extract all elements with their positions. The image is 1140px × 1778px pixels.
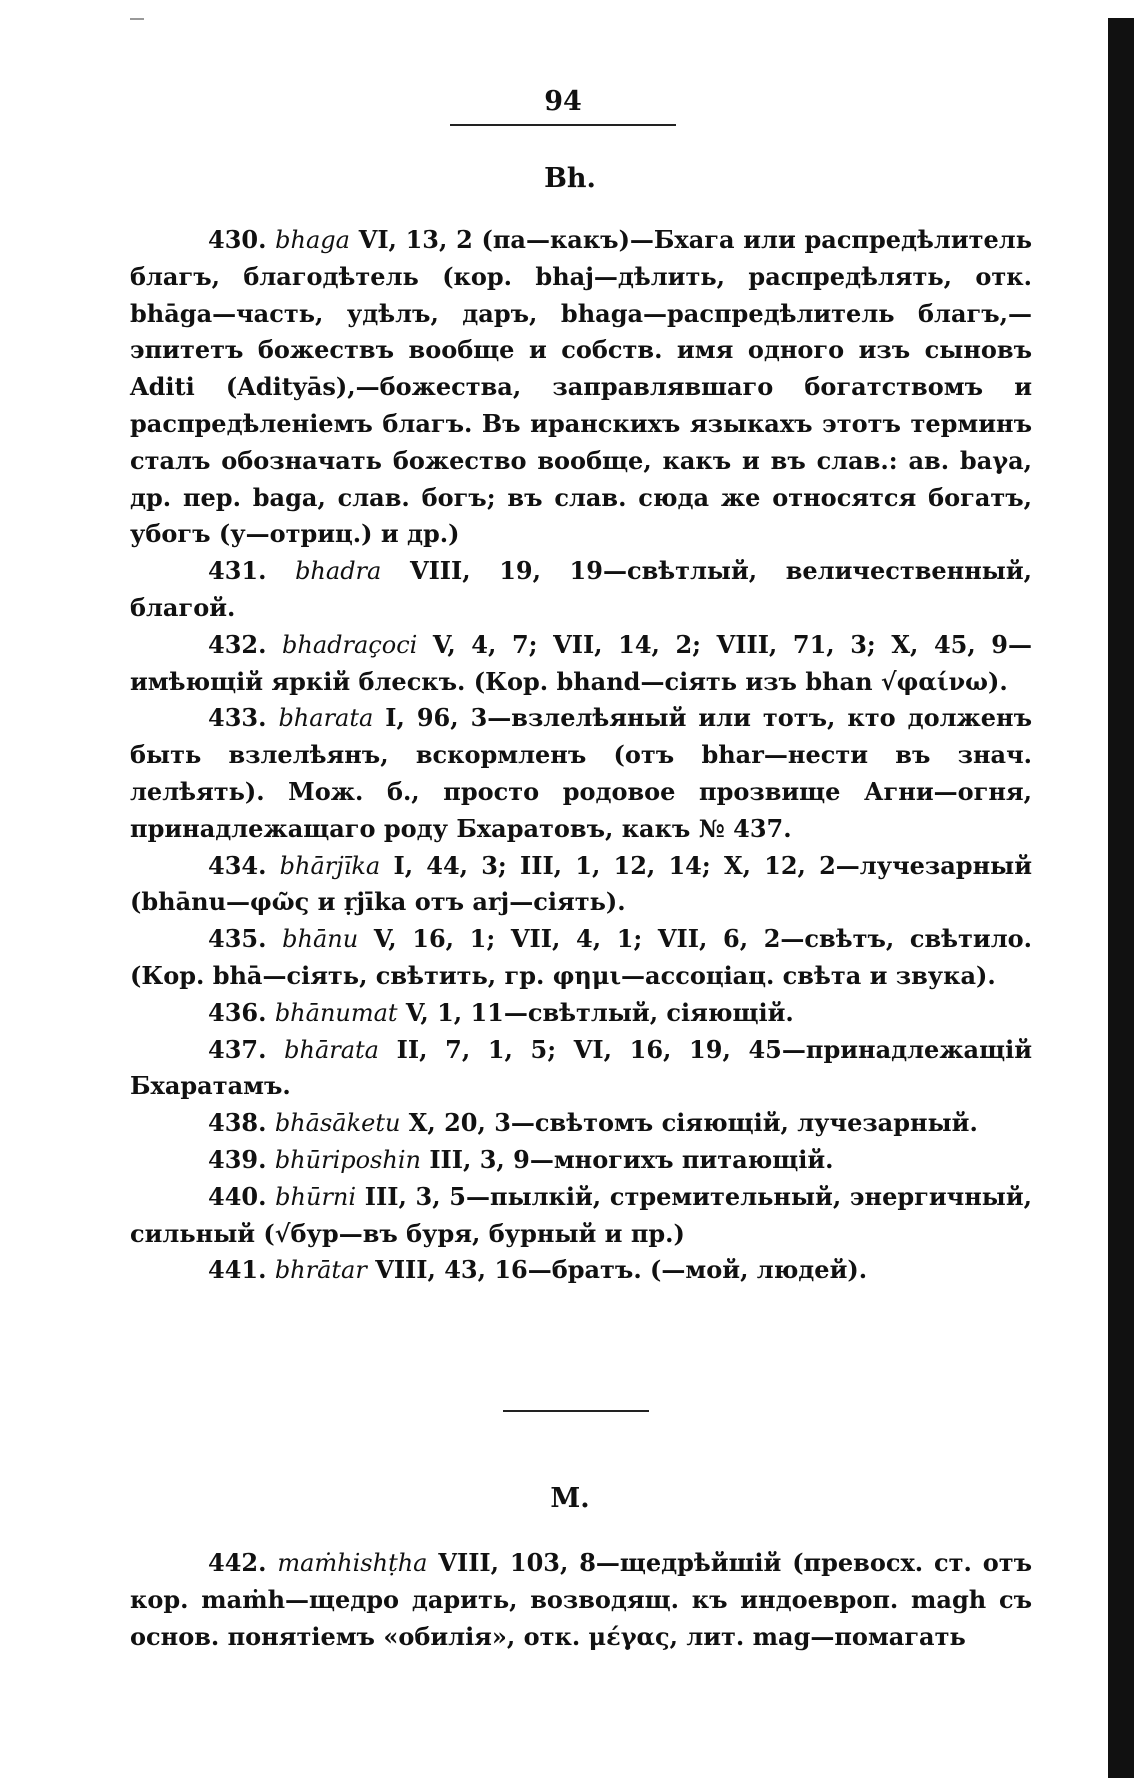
entry-441: [130, 1252, 1032, 1289]
entry-number: 440.: [208, 1181, 267, 1211]
entry-440: [130, 1179, 1032, 1253]
entry-text: VIII, 43, 16—братъ. (—мой, людей).: [366, 1255, 868, 1285]
entry-number: 431.: [208, 556, 267, 586]
entry-438: [130, 1105, 1032, 1142]
entry-term: bharata: [278, 704, 374, 733]
entry-text: I, 96, 3—взлелѣяный или тотъ, кто долженъ быть взлелѣянъ, вскормленъ (отъ bhar—нести въ знач. лелѣять). Мож. б., просто родовое прозвище Агни—огня, принадлежащаго роду Бхаратовъ, какъ № 437.: [130, 703, 1032, 843]
entry-433: [130, 700, 1032, 847]
entry-435: [130, 921, 1032, 995]
entry-432: [130, 627, 1032, 701]
entry-term: bhūriposhin: [274, 1145, 421, 1174]
entry-text: V, 1, 11—свѣтлый, сіяющій.: [397, 997, 794, 1027]
section-heading-m: M.: [550, 1483, 590, 1514]
entry-text: II, 7, 1, 5; VI, 16, 19, 45—принадлежащій Бхаратамъ.: [130, 1034, 1032, 1101]
entry-text: III, 3, 9—многихъ питающій.: [420, 1144, 834, 1174]
entry-431: [130, 553, 1032, 627]
entry-text: V, 4, 7; VII, 14, 2; VIII, 71, 3; X, 45, 9—имѣющій яркій блескъ. (Кор. bhand—сіять изъ bhan √φαίνω).: [130, 629, 1032, 696]
entry-term: bhaga: [275, 226, 350, 254]
entry-text: VIII, 103, 8—щедрѣйшій (превосх. ст. отъ кор. maṁh—щедро дарить, возводящ. къ индоевроп. magh съ основ. понятіемъ «обилія», отк. μέγας, лит. mag—помагать: [130, 1548, 1033, 1651]
entry-term: bhūrni: [275, 1182, 357, 1211]
entry-number: 442.: [208, 1548, 267, 1577]
entry-number: 441.: [208, 1255, 267, 1285]
entry-term: bhārata: [284, 1035, 379, 1064]
entry-term: bhānu: [282, 925, 359, 954]
entry-number: 439.: [208, 1144, 267, 1174]
section-heading-bh: Bh.: [544, 163, 596, 194]
entry-text: I, 44, 3; III, 1, 12, 14; X, 12, 2—лучезарный (bhānu—φῶς и ṛjīka отъ arj—сіять).: [130, 850, 1032, 917]
entry-number: 433.: [208, 703, 267, 733]
entry-text: X, 20, 3—свѣтомъ сіяющій, лучезарный.: [400, 1108, 978, 1138]
section-divider: [503, 1410, 649, 1412]
entry-number: 437.: [208, 1034, 267, 1064]
entry-number: 432.: [208, 629, 267, 659]
page-number: 94: [544, 86, 582, 117]
entry-number: 434.: [208, 850, 267, 880]
entry-term: bhrātar: [274, 1256, 367, 1285]
entry-436: [130, 995, 1032, 1032]
header-rule: [450, 124, 676, 126]
entry-term: bhānumat: [274, 998, 398, 1027]
entry-number: 430.: [208, 225, 267, 254]
entry-442: [130, 1545, 1032, 1655]
entry-434: [130, 848, 1032, 922]
entry-term: maṁhishṭha: [277, 1549, 428, 1577]
entries-m: [130, 1545, 1032, 1655]
entry-number: 438.: [208, 1108, 267, 1138]
entry-text: VIII, 19, 19—свѣтлый, величественный, благой.: [130, 556, 1033, 622]
scan-mark: [130, 18, 144, 20]
entry-number: 435.: [208, 924, 267, 954]
entry-437: [130, 1032, 1032, 1106]
entries-bh: [130, 222, 1032, 1289]
entry-text: VI, 13, 2 (па—какъ)—Бхага или распредѣлитель благъ, благодѣтель (кор. bhaj—дѣлить, распредѣлять, отк. bhāga—часть, удѣлъ, даръ, bhaga—распредѣлитель благъ,—эпитетъ божествъ вообще и собств. имя одного изъ сыновъ Aditi (Adityās),—божества, заправлявшаго богатствомъ и распредѣленіемъ благъ. Въ иранскихъ языкахъ этотъ терминъ сталъ обозначать божество вообще, какъ и въ слав.: ав. baγa, др. пер. baga, слав. богъ; въ слав. сюда же относятся богатъ, убогъ (у—отриц.) и др.): [130, 225, 1032, 549]
entry-text: V, 16, 1; VII, 4, 1; VII, 6, 2—свѣтъ, свѣтило. (Кор. bhā—сіять, свѣтить, гр. φημι—ассоціац. свѣта и звука).: [130, 924, 1033, 990]
entry-text: III, 3, 5—пылкій, стремительный, энергичный, сильный (√бур—въ буря, бурный и пр.): [130, 1181, 1032, 1248]
entry-term: bhadra: [295, 557, 382, 586]
entry-term: bhāsāketu: [274, 1109, 401, 1138]
scan-edge-bar: [1108, 18, 1134, 1778]
entry-term: bhadraçoci: [282, 630, 418, 659]
entry-439: [130, 1142, 1032, 1179]
entry-430: [130, 222, 1032, 553]
entry-number: 436.: [208, 997, 267, 1027]
entry-term: bhārjīka: [279, 851, 381, 880]
